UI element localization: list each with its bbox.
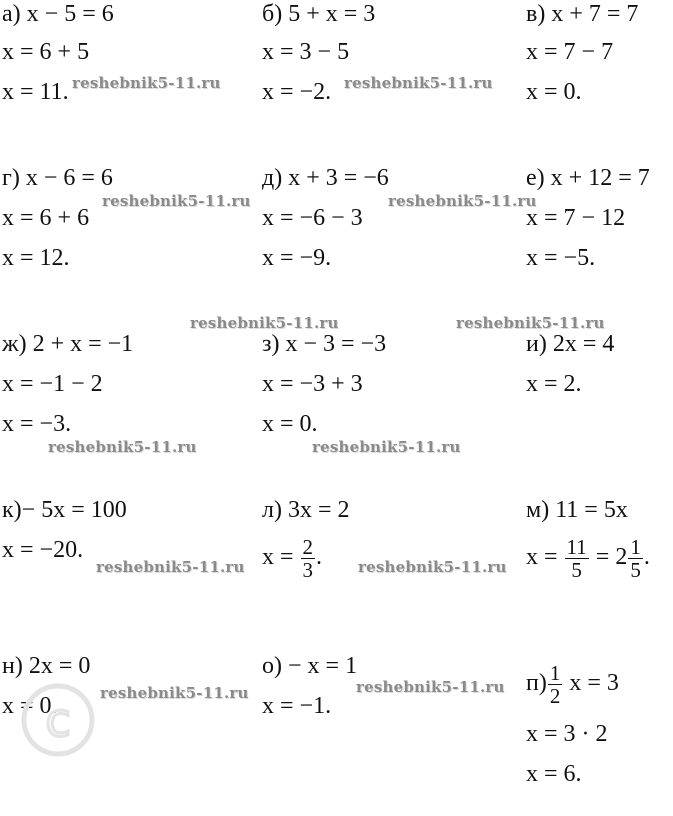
problem-e-equation: е) x + 12 = 7: [526, 165, 650, 191]
problem-b-answer: x = −2.: [262, 79, 332, 105]
problem-p-equation: п) $\frac{1}{2}$ x = 3: [526, 661, 619, 708]
fraction: $\frac{11}{5}$: [566, 535, 587, 582]
problem-a-equation: а) x − 5 = 6: [2, 1, 114, 27]
problem-a-answer: x = 11.: [2, 79, 69, 105]
mixed-fraction: $\frac{1}{5}$: [630, 535, 641, 582]
watermark: reshebnik5-11.ru: [356, 678, 505, 696]
problem-zh-answer: x = −3.: [2, 411, 72, 437]
watermark: reshebnik5-11.ru: [96, 558, 245, 576]
problem-g-step: x = 6 + 6: [2, 205, 90, 231]
problem-z-equation: з) x − 3 = −3: [262, 331, 387, 357]
problem-z-answer: x = 0.: [262, 411, 318, 437]
watermark: reshebnik5-11.ru: [312, 438, 461, 456]
problem-zh-step: x = −1 − 2: [2, 371, 103, 397]
problem-k-answer: x = −20.: [2, 537, 84, 563]
problem-m-answer: x = $\frac{11}{5}$ = 2 $\frac{1}{5}$ .: [526, 535, 650, 582]
problem-z-step: x = −3 + 3: [262, 371, 363, 397]
problem-k-equation: к)− 5x = 100: [2, 497, 127, 523]
problem-g-answer: x = 12.: [2, 245, 70, 271]
fraction: $\frac{1}{2}$: [549, 661, 561, 708]
copyright-stamp-icon: [18, 680, 98, 760]
watermark: reshebnik5-11.ru: [358, 558, 507, 576]
problem-v-equation: в) x + 7 = 7: [526, 1, 639, 27]
watermark: reshebnik5-11.ru: [100, 684, 249, 702]
problem-i-answer: x = 2.: [526, 371, 582, 397]
problem-a-step: x = 6 + 5: [2, 39, 90, 65]
problem-b-equation: б) 5 + x = 3: [262, 1, 376, 27]
problem-l-equation: л) 3x = 2: [262, 497, 350, 523]
problem-l-answer: x = $\frac{2}{3}$ .: [262, 535, 323, 582]
problem-n-equation: н) 2x = 0: [2, 653, 91, 679]
problem-zh-equation: ж) 2 + x = −1: [2, 331, 134, 357]
watermark: reshebnik5-11.ru: [344, 74, 493, 92]
problem-d-answer: x = −9.: [262, 245, 332, 271]
problem-g-equation: г) x − 6 = 6: [2, 165, 113, 191]
problem-v-answer: x = 0.: [526, 79, 582, 105]
problem-e-step: x = 7 − 12: [526, 205, 626, 231]
problem-e-answer: x = −5.: [526, 245, 596, 271]
problem-o-equation: о) − x = 1: [262, 653, 358, 679]
watermark: reshebnik5-11.ru: [456, 314, 605, 332]
watermark: reshebnik5-11.ru: [72, 74, 221, 92]
problem-n-answer: x = 0.: [2, 693, 58, 719]
svg-text:c: c: [45, 693, 71, 747]
fraction: $\frac{2}{3}$: [302, 535, 314, 582]
problem-v-step: x = 7 − 7: [526, 39, 614, 65]
watermark: reshebnik5-11.ru: [102, 192, 251, 210]
problem-d-step: x = −6 − 3: [262, 205, 363, 231]
problem-m-equation: м) 11 = 5x: [526, 497, 628, 523]
problem-o-answer: x = −1.: [262, 693, 332, 719]
problem-i-equation: и) 2x = 4: [526, 331, 615, 357]
problem-d-equation: д) x + 3 = −6: [262, 165, 389, 191]
watermark: reshebnik5-11.ru: [388, 192, 537, 210]
problem-p-step: x = 3 · 2: [526, 721, 608, 747]
problem-b-step: x = 3 − 5: [262, 39, 350, 65]
watermark: reshebnik5-11.ru: [48, 438, 197, 456]
problem-p-answer: x = 6.: [526, 761, 582, 787]
watermark: reshebnik5-11.ru: [190, 314, 339, 332]
